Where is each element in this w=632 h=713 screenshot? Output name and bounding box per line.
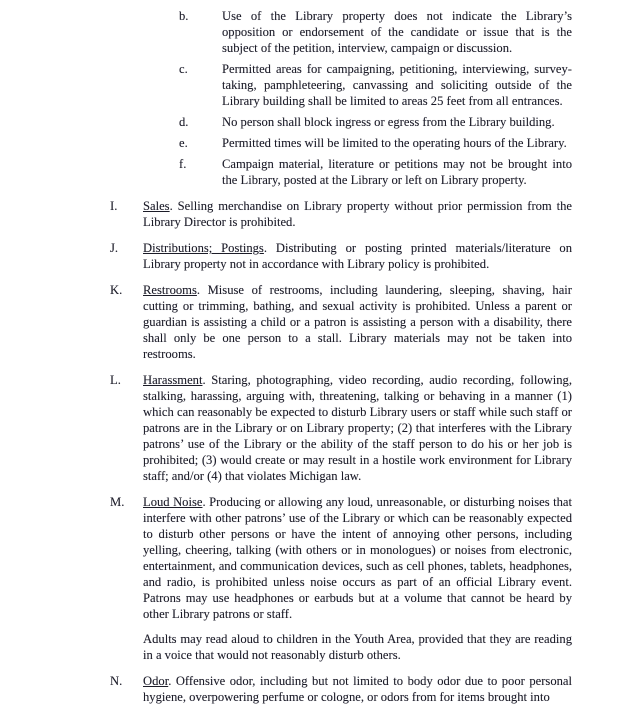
section-loud-noise-paragraph-1 — [143, 494, 572, 622]
section-distributions-postings-body: . Distributing or posting printed materials/literature on Library property not in accordance with Library policy is prohibited. — [143, 241, 573, 271]
section-sales — [110, 198, 572, 230]
sub-item-c — [179, 61, 572, 109]
section-harassment-text — [143, 372, 572, 484]
section-distributions-postings-heading: Distributions; Postings — [143, 241, 264, 255]
section-odor — [110, 673, 572, 705]
sub-item-f-marker: f. — [179, 157, 187, 171]
section-odor-body: . Offensive odor, including but not limited to body odor due to poor personal hygiene, overpowering perfume or cologne, or odors from for items brought into — [143, 674, 572, 704]
sub-item-c-marker: c. — [179, 62, 188, 76]
section-sales-marker: I. — [110, 199, 118, 213]
section-loud-noise-heading: Loud Noise — [143, 495, 203, 509]
section-restrooms-heading: Restrooms — [143, 283, 197, 297]
sub-item-b — [179, 8, 572, 56]
section-sales-heading: Sales — [143, 199, 170, 213]
section-odor-marker: N. — [110, 674, 123, 688]
section-loud-noise — [110, 494, 572, 663]
section-odor-text — [143, 673, 572, 705]
section-harassment-body: . Staring, photographing, video recording, audio recording, following, stalking, harassing, arguing with, threatening, talking or behaving in a manner (1) which can reasonably be expected to disturb Library users or staff while such staff or patrons are in the Library or on Library property; (2) that interferes with the Library patrons’ use of the Library or the ability of the staff person to do his or her job is prohibited; (3) would create or may result in a hostile work environment for Library staff; and/or (4) that violates Michigan law. — [143, 373, 572, 483]
sub-item-b-marker: b. — [179, 9, 189, 23]
section-sales-text — [143, 198, 572, 230]
sub-item-e — [179, 135, 572, 151]
sub-item-b-text: Use of the Library property does not indicate the Library’s opposition or endorsement of the candidate or issue that is the subject of the petition, interview, campaign or discussion. — [222, 9, 572, 55]
section-distributions-postings — [110, 240, 572, 272]
section-harassment — [110, 372, 572, 484]
section-harassment-heading: Harassment — [143, 373, 203, 387]
section-harassment-marker: L. — [110, 373, 121, 387]
section-sales-body: . Selling merchandise on Library property without prior permission from the Library Director is prohibited. — [143, 199, 572, 229]
section-odor-heading: Odor — [143, 674, 169, 688]
sub-item-d-text: No person shall block ingress or egress from the Library building. — [222, 115, 555, 129]
section-loud-noise-body: . Producing or allowing any loud, unreasonable, or disturbing noises that interfere with other patrons’ use of the Library or which can be reasonably expected to disturb other persons or have the intent of annoying other persons, including yelling, cheering, talking (with others or in monologues) or noises from electronic, entertainment, and communication devices, such as cell phones, tablets, headphones, and radio, is prohibited unless noise occurs as part of an official Library event. Patrons may use headphones or earbuds but at a volume that cannot be heard by other Library patrons or staff. — [143, 495, 572, 621]
section-loud-noise-marker: M. — [110, 495, 125, 509]
section-restrooms-marker: K. — [110, 283, 123, 297]
section-loud-noise-text — [143, 494, 572, 663]
sub-item-e-marker: e. — [179, 136, 188, 150]
sub-item-c-text: Permitted areas for campaigning, petitioning, interviewing, survey-taking, pamphleteering, canvassing and soliciting outside of the Library building shall be limited to areas 25 feet from all entrances. — [222, 62, 572, 108]
section-distributions-postings-text — [143, 240, 572, 272]
section-restrooms-body: . Misuse of restrooms, including laundering, sleeping, shaving, hair cutting or trimming, bathing, and sexual activity is prohibited. Unless a parent or guardian is assisting a child or a patron is assisting a person with a disability, there shall only be one person to a stall. Library materials may not be taken into restrooms. — [143, 283, 572, 361]
sub-item-f-text: Campaign material, literature or petitions may not be brought into the Library, posted at the Library or left on Library property. — [222, 157, 572, 187]
section-distributions-postings-marker: J. — [110, 241, 119, 255]
sub-item-d-marker: d. — [179, 115, 189, 129]
sub-item-d — [179, 114, 572, 130]
section-restrooms-text — [143, 282, 572, 362]
section-restrooms — [110, 282, 572, 362]
section-loud-noise-paragraph-2: Adults may read aloud to children in the Youth Area, provided that they are reading in a voice that would not reasonably disturb others. — [143, 632, 572, 662]
sub-item-f — [179, 156, 572, 188]
sub-item-e-text: Permitted times will be limited to the operating hours of the Library. — [222, 136, 567, 150]
